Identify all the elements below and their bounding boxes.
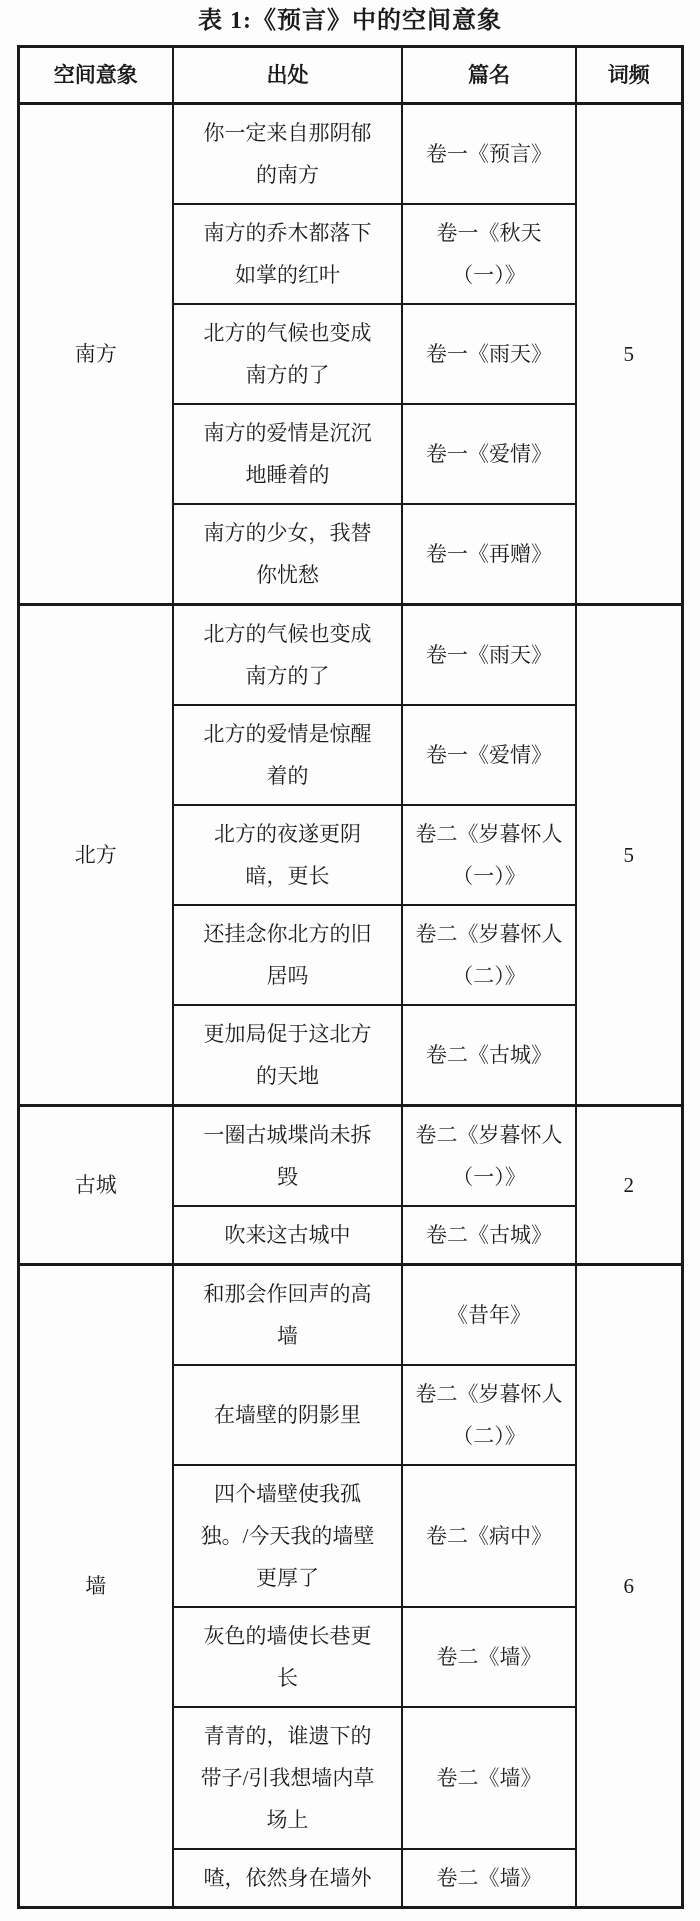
poem-title-cell: 卷一《雨天》 [402,304,576,404]
poem-title-cell: 《昔年》 [402,1265,576,1366]
poem-title-cell: 卷二《岁暮怀人（一）》 [402,805,576,905]
col-header-source: 出处 [173,47,402,104]
spatial-imagery-table [17,45,684,1909]
source-cell: 在墙壁的阴影里 [173,1365,402,1465]
col-header-imagery: 空间意象 [18,47,173,104]
source-cell: 四个墙壁使我孤独。/今天我的墙壁更厚了 [173,1465,402,1607]
table-body [18,104,682,1908]
source-cell: 北方的爱情是惊醒着的 [173,705,402,805]
source-cell: 还挂念你北方的旧居吗 [173,905,402,1005]
imagery-cell: 墙 [18,1265,173,1908]
table-row [18,1265,682,1366]
frequency-cell: 6 [576,1265,682,1908]
source-cell: 北方的夜遂更阴暗，更长 [173,805,402,905]
table-row [18,1106,682,1207]
source-cell: 你一定来自那阴郁的南方 [173,104,402,205]
source-cell: 南方的乔木都落下如掌的红叶 [173,204,402,304]
imagery-cell: 古城 [18,1106,173,1265]
frequency-cell: 5 [576,605,682,1106]
imagery-cell: 北方 [18,605,173,1106]
source-cell: 和那会作回声的高墙 [173,1265,402,1366]
source-cell: 青青的，谁遗下的带子/引我想墙内草场上 [173,1707,402,1849]
page-title: 表 1:《预言》中的空间意象 [198,8,502,34]
source-cell: 南方的少女，我替你忧愁 [173,504,402,605]
poem-title-cell: 卷一《秋天（一）》 [402,204,576,304]
source-cell: 吹来这古城中 [173,1206,402,1265]
poem-title-cell: 卷一《预言》 [402,104,576,205]
poem-title-cell: 卷一《爱情》 [402,404,576,504]
source-cell: 更加局促于这北方的天地 [173,1005,402,1106]
table-row [18,104,682,205]
poem-title-cell: 卷二《病中》 [402,1465,576,1607]
col-header-poem: 篇名 [402,47,576,104]
source-cell: 喳，依然身在墙外 [173,1849,402,1908]
frequency-cell: 2 [576,1106,682,1265]
header-row [18,47,682,104]
source-cell: 南方的爱情是沉沉地睡着的 [173,404,402,504]
poem-title-cell: 卷一《雨天》 [402,605,576,706]
poem-title-cell: 卷二《岁暮怀人（一）》 [402,1106,576,1207]
table-row [18,605,682,706]
source-cell: 北方的气候也变成南方的了 [173,605,402,706]
poem-title-cell: 卷二《古城》 [402,1005,576,1106]
col-header-frequency: 词频 [576,47,682,104]
source-cell: 北方的气候也变成南方的了 [173,304,402,404]
poem-title-cell: 卷二《墙》 [402,1707,576,1849]
source-cell: 灰色的墙使长巷更长 [173,1607,402,1707]
poem-title-cell: 卷一《爱情》 [402,705,576,805]
imagery-cell: 南方 [18,104,173,605]
frequency-cell: 5 [576,104,682,605]
poem-title-cell: 卷二《墙》 [402,1849,576,1908]
poem-title-cell: 卷二《古城》 [402,1206,576,1265]
source-cell: 一圈古城堞尚未拆毁 [173,1106,402,1207]
poem-title-cell: 卷二《岁暮怀人（二）》 [402,1365,576,1465]
poem-title-cell: 卷二《墙》 [402,1607,576,1707]
poem-title-cell: 卷二《岁暮怀人（二）》 [402,905,576,1005]
poem-title-cell: 卷一《再赠》 [402,504,576,605]
